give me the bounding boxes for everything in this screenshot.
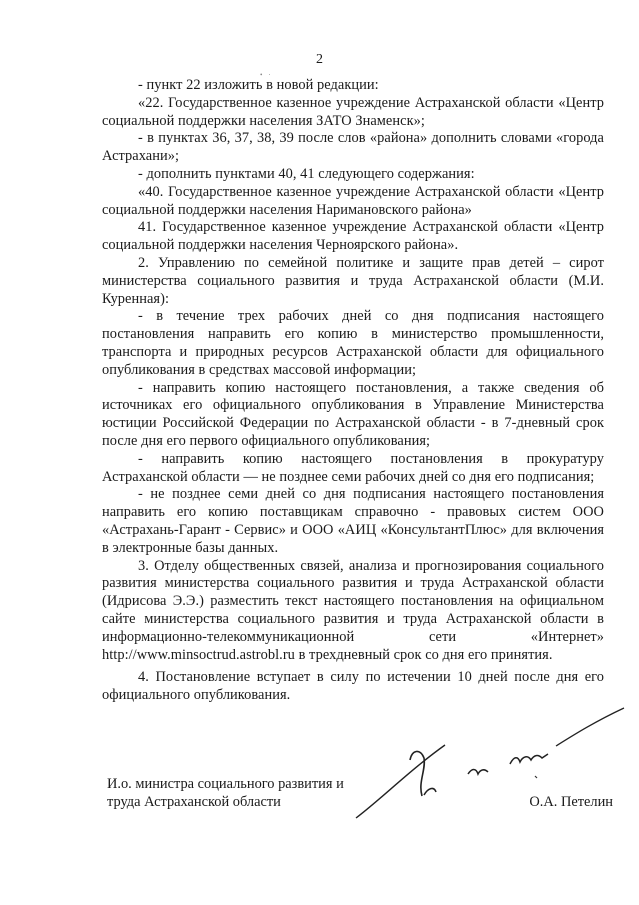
- paragraph: - в пунктах 36, 37, 38, 39 после слов «района» дополнить словами «города Астрахани»;: [102, 130, 604, 165]
- paragraph: «40. Государственное казенное учреждение Астраханской области «Центр социальной поддержки населения Наримановского района»: [102, 183, 604, 218]
- paragraph: - в течение трех рабочих дней со дня подписания настоящего постановления направить его копию в министерство промышленности, транспорта и природных ресурсов Астраханской области для официального опубликования в средствах массовой информации;: [102, 308, 604, 378]
- scan-speck: • ·: [260, 71, 273, 79]
- document-body: [102, 77, 604, 705]
- paragraph: - пункт 22 изложить в новой редакции:: [138, 77, 379, 93]
- paragraph: 3. Отделу общественных связей, анализа и прогнозирования социального развития министерства социального развития и труда Астраханской области (Идрисова Э.Э.) разместить текст настоящего постановления на официальном сайте министерства социального развития и труда Астраханской области в информационно-телекоммуникационной сети «Интернет» http://www.minsoctrud.astrobl.ru в трехдневный срок со дня его принятия.: [102, 557, 604, 663]
- paragraph: 41. Государственное казенное учреждение Астраханской области «Центр социальной поддержки населения Черноярского района».: [102, 219, 604, 254]
- signatory-title-line: труда Астраханской области: [107, 794, 281, 810]
- signatory-name: О.А. Петелин: [529, 794, 613, 810]
- paragraph: 4. Постановление вступает в силу по истечении 10 дней после дня его официального опубликования.: [102, 669, 604, 704]
- signatory-title: [107, 775, 344, 811]
- paragraph: - направить копию настоящего постановления в прокуратуру Астраханской области — не позднее семи рабочих дней со дня его подписания;: [102, 450, 604, 485]
- paragraph: - дополнить пунктами 40, 41 следующего содержания:: [138, 165, 475, 182]
- page-number: 2: [316, 52, 323, 67]
- paragraph: - направить копию настоящего постановления, а также сведения об источниках его официального опубликования в Управление Министерства юстиции Российской Федерации по Астраханской области - в 7-дневный срок после дня его первого официального опубликования;: [102, 379, 604, 449]
- signatory-title-line: И.о. министра социального развития и: [107, 776, 344, 792]
- paragraph: - не позднее семи дней со дня подписания настоящего постановления направить его копию поставщикам справочно - правовых систем ООО «Астрахань-Гарант - Сервис» и ООО «АИЦ «КонсультантПлюс» для включения в электронные базы данных.: [102, 486, 604, 556]
- paragraph: 2. Управлению по семейной политике и защите прав детей – сирот министерства социального развития и труда Астраханской области (М.И. Куренная):: [102, 254, 604, 307]
- paragraph: «22. Государственное казенное учреждение Астраханской области «Центр социальной поддержки населения ЗАТО Знаменск»;: [102, 94, 604, 129]
